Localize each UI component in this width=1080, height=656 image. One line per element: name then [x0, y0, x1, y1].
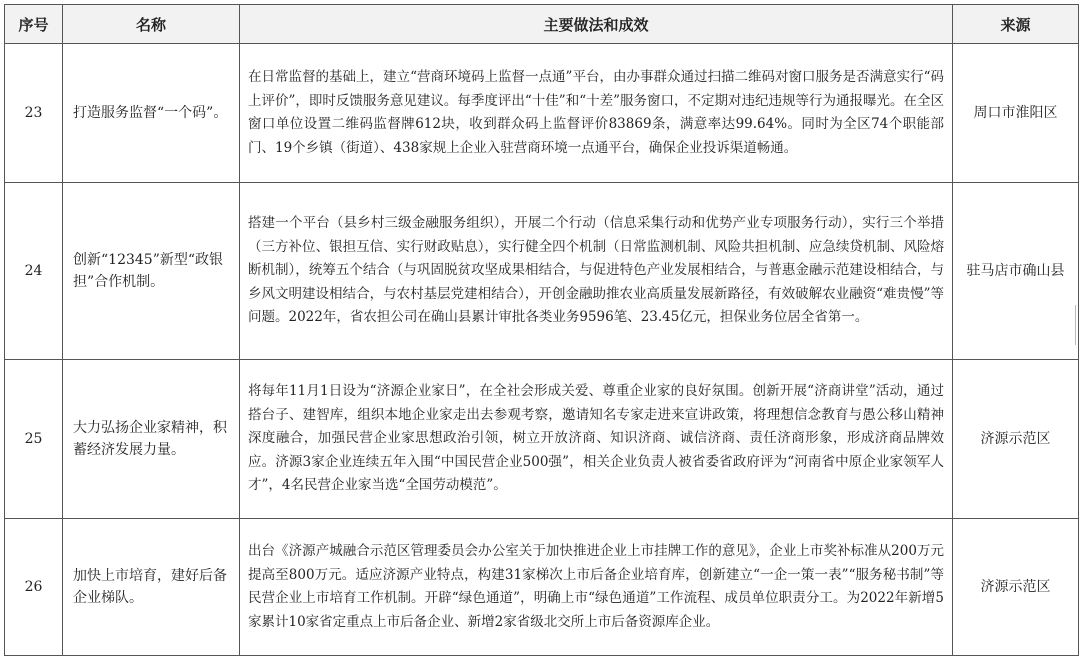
row-name: 创新“12345”新型“政银担”合作机制。	[63, 183, 240, 360]
row-detail: 搭建一个平台（县乡村三级金融服务组织），开展二个行动（信息采集行动和优势产业专项服务行动），实行三个举措（三方补位、银担互信、实行财政贴息），实行健全四个机制（日常监测机制、风险共担机制、应急续贷机制、风险熔断机制），统筹五个结合（与巩固脱贫攻坚成果相结合，与促进特色产业发展相结合，与普惠金融示范建设相结合，与乡风文明建设相结合，与农村基层党建相结合），开创金融助推农业高质量发展新路径，有效破解农业融资“难贵慢”等问题。2022年，省农担公司在确山县累计审批各类业务9596笔、23.45亿元，担保业务位居全省第一。	[240, 183, 953, 360]
table-header-row	[5, 5, 1079, 44]
table-row	[5, 519, 1079, 656]
row-source: 济源示范区	[953, 519, 1079, 656]
row-source: 济源示范区	[953, 360, 1079, 519]
header-name: 名称	[63, 5, 240, 44]
page-edge-marker	[1075, 305, 1080, 345]
row-detail: 在日常监督的基础上，建立“营商环境码上监督一点通”平台，由办事群众通过扫描二维码对窗口服务是否满意实行“码上评价”，即时反馈服务意见建议。每季度评出“十佳”和“十差”服务窗口，不定期对违纪违规等行为通报曝光。在全区窗口单位设置二维码监督牌612块，收到群众码上监督评价83869条，满意率达99.64%。同时为全区74个职能部门、19个乡镇（街道）、438家规上企业入驻营商环境一点通平台，确保企业投诉渠道畅通。	[240, 44, 953, 183]
row-source: 周口市淮阳区	[953, 44, 1079, 183]
row-serial-number: 24	[5, 183, 63, 360]
header-source: 来源	[953, 5, 1079, 44]
row-serial-number: 23	[5, 44, 63, 183]
row-serial-number: 26	[5, 519, 63, 656]
row-serial-number: 25	[5, 360, 63, 519]
table-row	[5, 183, 1079, 360]
row-source: 驻马店市确山县	[953, 183, 1079, 360]
row-name: 打造服务监督“一个码”。	[63, 44, 240, 183]
row-detail: 出台《济源产城融合示范区管理委员会办公室关于加快推进企业上市挂牌工作的意见》，企业上市奖补标准从200万元提高至800万元。适应济源产业特点，构建31家梯次上市后备企业培育库，创新建立“一企一策一表”“服务秘书制”等民营企业上市培育工作机制。开辟“绿色通道”，明确上市“绿色通道”工作流程、成员单位职责分工。为2022年新增5家累计10家省定重点上市后备企业、新增2家省级北交所上市后备资源库企业。	[240, 519, 953, 656]
table-row	[5, 44, 1079, 183]
row-name: 大力弘扬企业家精神，积蓄经济发展力量。	[63, 360, 240, 519]
row-detail: 将每年11月1日设为“济源企业家日”，在全社会形成关爱、尊重企业家的良好氛围。创新开展“济商讲堂”活动，通过搭台子、建智库，组织本地企业家走出去参观考察，邀请知名专家走进来宣讲政策，将理想信念教育与愚公移山精神深度融合，加强民营企业家思想政治引领，树立开放济商、知识济商、诚信济商、责任济商形象，形成济商品牌效应。济源3家企业连续五年入围“中国民营企业500强”，相关企业负责人被省委省政府评为“河南省中原企业家领军人才”，4名民营企业家当选“全国劳动模范”。	[240, 360, 953, 519]
table-row	[5, 360, 1079, 519]
header-serial-number: 序号	[5, 5, 63, 44]
header-main-measures: 主要做法和成效	[240, 5, 953, 44]
row-name: 加快上市培育，建好后备企业梯队。	[63, 519, 240, 656]
measures-table	[4, 4, 1079, 656]
